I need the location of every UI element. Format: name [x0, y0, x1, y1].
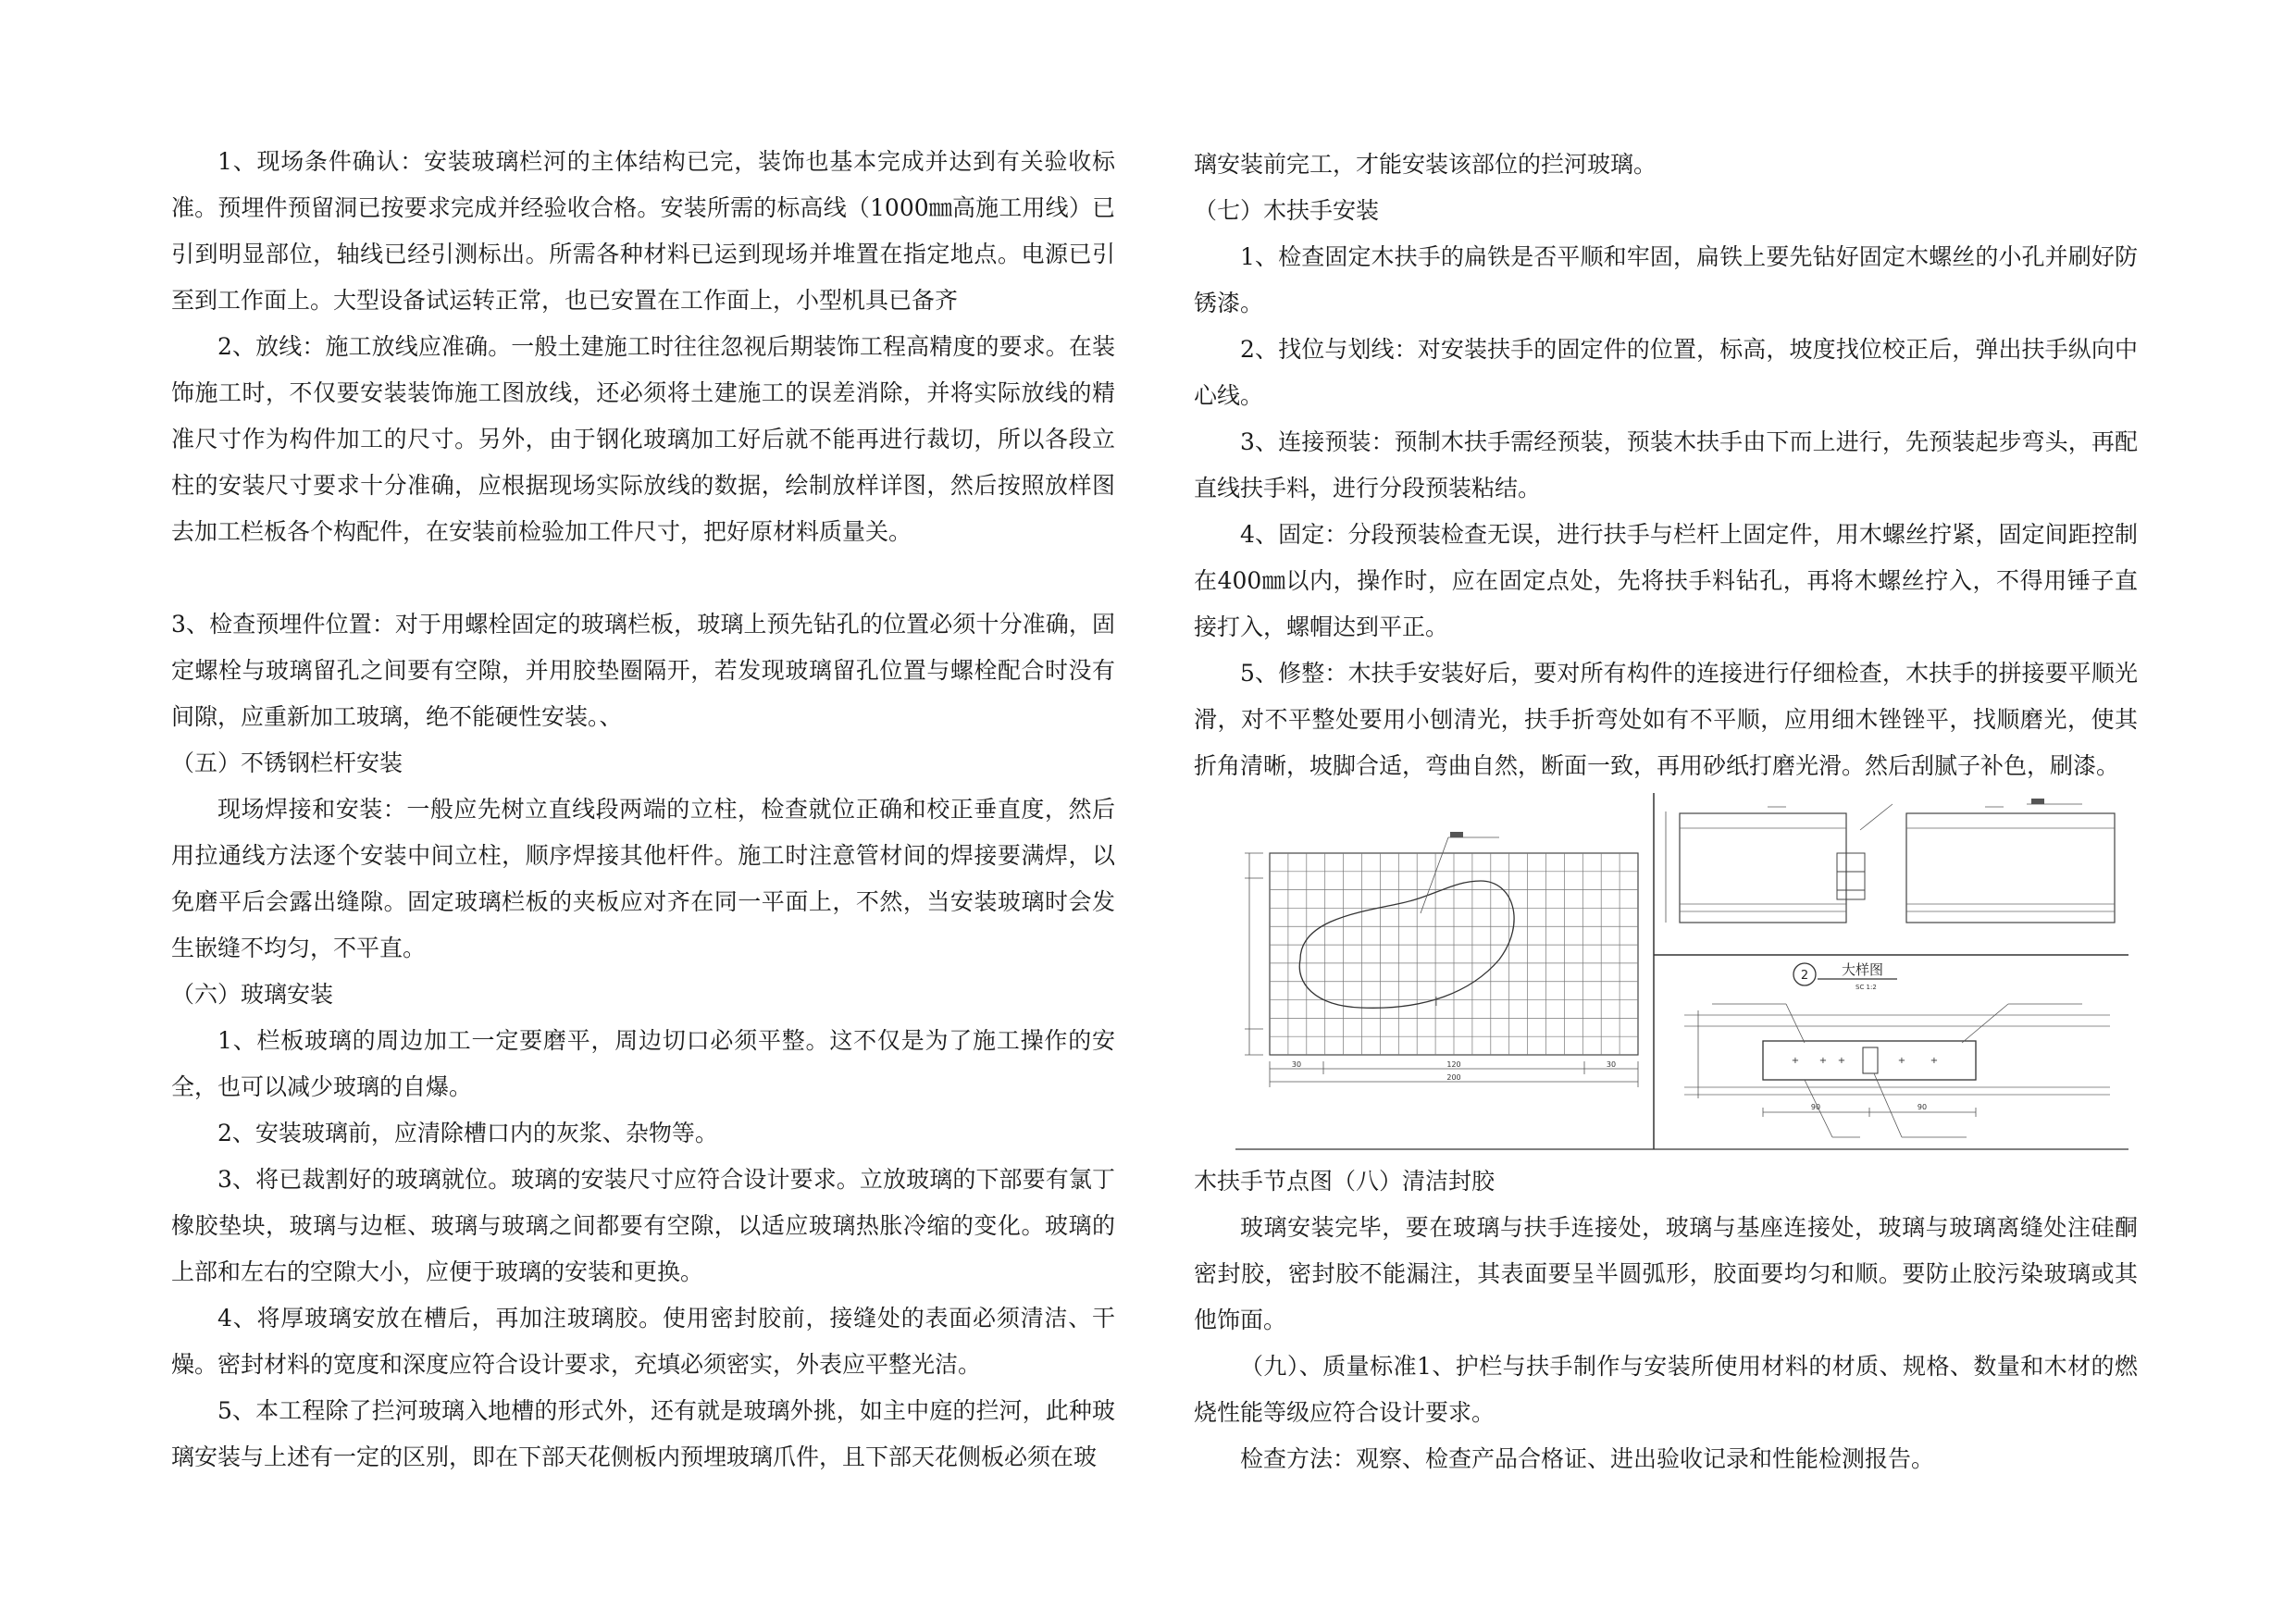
- paragraph-glass-3: 3、将已裁割好的玻璃就位。玻璃的安装尺寸应符合设计要求。立放玻璃的下部要有氯丁橡胶垫块，玻璃与边框、玻璃与玻璃之间都要有空隙，以适应玻璃热胀冷缩的变化。玻璃的上部和左右的空隙大小，应便于玻璃的安装和更换。: [171, 1166, 1115, 1285]
- dim-label-right: 30: [1606, 1060, 1617, 1069]
- detail-scale: SC 1:2: [1855, 984, 1877, 991]
- paragraph-embedded-parts: 3、检查预埋件位置：对于用螺栓固定的玻璃栏板，玻璃上预先钻孔的位置必须十分准确，固定螺栓与玻璃留孔之间要有空隙，并用胶垫圈隔开，若发现玻璃留孔位置与螺栓配合时没有间隙，应重新加工玻璃，绝不能硬性安装。、: [171, 611, 1115, 730]
- detail-title: 大样图: [1842, 961, 1884, 978]
- detail-number: 2: [1800, 969, 1809, 983]
- heading-glass-installation: （六）玻璃安装: [171, 981, 334, 1008]
- paragraph-handrail-3: 3、连接预装：预制木扶手需经预装，预装木扶手由下而上进行，先预装起步弯头，再配直线扶手料，进行分段预装粘结。: [1194, 428, 2138, 502]
- paragraph-handrail-2: 2、找位与划线：对安装扶手的固定件的位置，标高，坡度找位校正后，弹出扶手纵向中心线。: [1194, 336, 2138, 409]
- dim-label-mid: 120: [1446, 1060, 1461, 1069]
- paragraph-layout-lines: 2、放线：施工放线应准确。一般土建施工时往往忽视后期装饰工程高精度的要求。在装饰施工时，不仅要安装装饰施工图放线，还必须将土建施工的误差消除，并将实际放线的精准尺寸作为构件加工的尺寸。另外，由于钢化玻璃加工好后就不能再进行裁切，所以各段立柱的安装尺寸要求十分准确，应根据现场实际放线的数据，绘制放样详图，然后按照放样图去加工栏板各个构配件，在安装前检验加工件尺寸，把好原材料质量关。: [171, 333, 1115, 545]
- paragraph-handrail-1: 1、检查固定木扶手的扁铁是否平顺和牢固，扁铁上要先钻好固定木螺丝的小孔并刷好防锈漆。: [1194, 243, 2138, 316]
- paragraph-welding: 现场焊接和安装：一般应先树立直线段两端的立柱，检查就位正确和校正垂直度，然后用拉通线方法逐个安装中间立柱，顺序焊接其他杆件。施工时注意管材间的焊接要满焊，以免磨平后会露出缝隙。固定玻璃栏板的夹板应对齐在同一平面上，不然，当安装玻璃时会发生嵌缝不均匀，不平直。: [171, 796, 1115, 961]
- svg-text:+: +: [1897, 1056, 1906, 1066]
- svg-text:+: +: [1818, 1056, 1828, 1066]
- heading-cleaning-sealing: 木扶手节点图（八）清洁封胶: [1194, 1168, 1496, 1195]
- heading-wood-handrail: （七）木扶手安装: [1194, 197, 1380, 224]
- paragraph-glass-2: 2、安装玻璃前，应清除槽口内的灰浆、杂物等。: [217, 1120, 718, 1146]
- dim-label-left: 30: [1291, 1060, 1302, 1069]
- paragraph-glass-5-cont: 璃安装前完工，才能安装该部位的拦河玻璃。: [1194, 151, 1657, 178]
- svg-text:+: +: [1837, 1056, 1846, 1066]
- paragraph-handrail-4: 4、固定：分段预装检查无误，进行扶手与栏杆上固定件，用木螺丝拧紧，固定间距控制在400㎜以内，操作时，应在固定点处，先将扶手料钻孔，再将木螺丝拧入，不得用锤子直接打入，螺帽达到平正。: [1194, 521, 2138, 640]
- paragraph-inspection-method: 检查方法：观察、检查产品合格证、进出验收记录和性能检测报告。: [1240, 1445, 1935, 1472]
- handrail-node-drawing: [1194, 793, 2138, 1158]
- paragraph-glass-5: 5、本工程除了拦河玻璃入地槽的形式外，还有就是玻璃外挑，如主中庭的拦河，此种玻璃安装与上述有一定的区别，即在下部天花侧板内预埋玻璃爪件，且下部天花侧板必须在玻: [171, 1397, 1115, 1470]
- spacer: [171, 555, 1115, 601]
- detail-dim-right: 90: [1917, 1103, 1928, 1111]
- paragraph-site-conditions: 1、现场条件确认：安装玻璃栏河的主体结构已完，装饰也基本完成并达到有关验收标准。预埋件预留洞已按要求完成并经验收合格。安装所需的标高线（1000㎜高施工用线）已引到明显部位，轴线已经引测标出。所需各种材料已运到现场并堆置在指定地点。电源已引至到工作面上。大型设备试运转正常，也已安置在工作面上，小型机具已备齐: [171, 148, 1115, 314]
- svg-text:+: +: [1791, 1056, 1800, 1066]
- paragraph-glass-4: 4、将厚玻璃安放在槽后，再加注玻璃胶。使用密封胶前，接缝处的表面必须清洁、干燥。密封材料的宽度和深度应符合设计要求，充填必须密实，外表应平整光洁。: [171, 1305, 1115, 1378]
- paragraph-handrail-5: 5、修整：木扶手安装好后，要对所有构件的连接进行仔细检查，木扶手的拼接要平顺光滑，对不平整处要用小刨清光，扶手折弯处如有不平顺，应用细木锉锉平，找顺磨光，使其折角清晰，坡脚合适，弯曲自然，断面一致，再用砂纸打磨光滑。然后刮腻子补色，刷漆。: [1194, 660, 2138, 779]
- dim-label-total: 200: [1446, 1073, 1461, 1082]
- detail-dim-left: 90: [1810, 1103, 1821, 1111]
- right-column: [1194, 142, 2138, 1482]
- paragraph-sealing: 玻璃安装完毕，要在玻璃与扶手连接处，玻璃与基座连接处，玻璃与玻璃离缝处注硅酮密封胶，密封胶不能漏注，其表面要呈半圆弧形，胶面要均匀和顺。要防止胶污染玻璃或其他饰面。: [1194, 1214, 2138, 1333]
- paragraph-quality-standard: （九）、质量标准1、护栏与扶手制作与安装所使用材料的材质、规格、数量和木材的燃烧性能等级应符合设计要求。: [1194, 1353, 2138, 1426]
- handrail-detail: [1684, 961, 2110, 1137]
- grid-panel: [1270, 853, 1638, 1055]
- left-column: [171, 139, 1115, 1481]
- svg-text:+: +: [1930, 1056, 1939, 1066]
- handrail-elevation: [1666, 799, 2115, 923]
- cad-drawing: [1194, 793, 2138, 1158]
- heading-stainless-railing: （五）不锈钢栏杆安装: [171, 750, 403, 776]
- paragraph-glass-1: 1、栏板玻璃的周边加工一定要磨平，周边切口必须平整。这不仅是为了施工操作的安全，也可以减少玻璃的自爆。: [171, 1027, 1115, 1100]
